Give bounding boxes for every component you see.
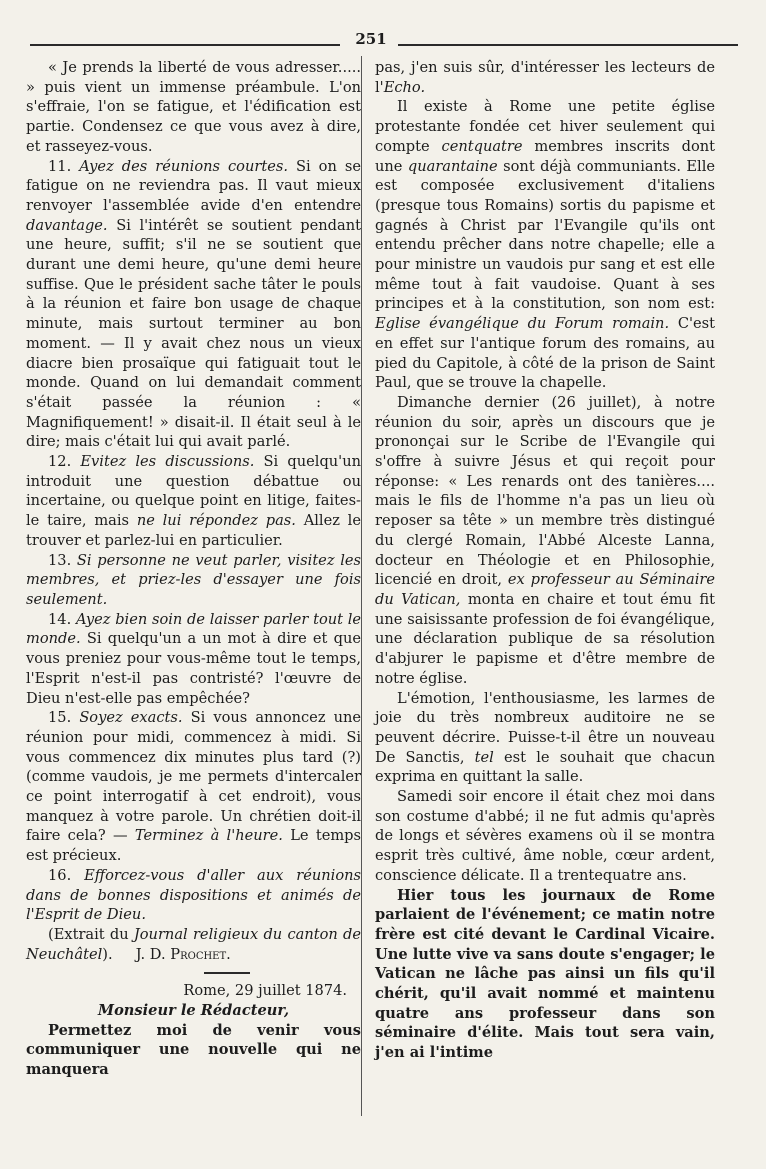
italic-number: centquatre [441,137,523,155]
section-separator [204,972,250,974]
paragraph-text: L'émotion, l'enthousiasme, les larmes de joie du très nombreux auditoire ne se peuvent décrire. Puisse-t-il être un nouveau De Sanctis, [375,689,715,766]
rule-16 [26,866,361,925]
italic-word: tel [474,748,494,766]
column-divider [361,56,362,1116]
rule-italic-phrase: ne lui répondez pas. [136,512,296,530]
rule-text: Si quelqu'un a un mot à dire et que vous preniez pour vous-même tout le temps, l'Esprit n'est-il pas contristé? l'œuvre de Dieu n'est-elle pas empêchée? [26,630,362,707]
letter-paragraph-2 [375,97,715,393]
header-rule-right [398,44,738,46]
rule-12 [26,452,361,551]
paragraph-text: Dimanche dernier (26 juillet), à notre réunion du soir, après un discours que je prononçai sur le Scribe de l'Evangile qui s'offre à suivre Jésus et qui reçoit pour réponse: « Les renards ont des tanières.... mais le fils de l'homme n'a pas un lieu où reposer sa tête » un membre très distingué du clergé Romain, l'Abbé Alceste Lanna, docteur en Théologie et en Philosophie, licencié en droit, [375,393,715,589]
letter-paragraph-6: Hier tous les journaux de Rome parlaient de l'événement; ce matin notre frère est cité devant le Cardinal Vicaire. Une lutte vive va sans doute s'engager; le Vatican ne lâche pas ainsi un fils qu'il chérit, qu'il avait nommé et maintenu quatre ans professeur dans son séminaire d'élite. Mais tout sera vain, j'en ai l'intime [375,886,715,1062]
rule-number: 12. [48,453,72,471]
letter-opening: Permettez moi de venir vous communiquer une nouvelle qui ne manquera [26,1021,361,1079]
church-name: Eglise évangélique du Forum romain. [375,315,670,333]
rule-11 [26,157,361,453]
paragraph-intro [26,58,361,157]
source-citation [26,925,361,964]
rule-number: 13. [48,551,72,569]
italic-title: ex professeur au Séminaire du Vatican, [375,571,715,608]
source-prefix: (Extrait du [48,925,129,943]
author-name: Prochet. [170,945,231,963]
paragraph-text: est le souhait que chacun exprima en quittant la salle. [375,748,716,786]
rule-number: 15. [48,709,72,727]
letter-paragraph-3 [375,393,715,689]
source-suffix: ). [102,945,113,963]
rule-heading: Ayez bien soin de laisser parler tout le monde. [26,610,362,648]
rule-text: Si vous annoncez une réunion pour midi, commencez à midi. Si vous commencez dix minutes plus tard (?) (comme vaudois, je me permets d'intercaler ce point interrogatif à cet endroit), vous manquez à votre parole. Un chrétien doit-il faire cela? — [26,709,362,845]
paragraph-text: monta en chaire et tout ému fit une saisissante profession de foi évangélique, une déclaration publique de sa résolution d'abjurer le papisme et d'être membre de notre église. [375,590,716,687]
rule-number: 16. [48,866,72,884]
rule-heading: Si personne ne veut parler, visitez les membres, et priez-les d'essayer une fois seulement. [26,551,361,608]
paragraph-text: membres inscrits dont une [375,137,716,175]
source-journal: Journal religieux du canton de Neuchâtel [26,925,362,963]
page-number: 251 [355,30,387,48]
rule-14 [26,610,361,709]
header-rule-left [30,44,340,46]
right-column [375,58,715,1063]
journal-name: Echo. [383,78,426,96]
rule-text: Si quelqu'un introduit une question débattue ou incertaine, ou quelque point en litige, faites-le taire, mais [26,453,361,530]
rule-italic-phrase: Terminez à l'heure. [134,827,283,845]
left-column [26,58,361,1080]
rule-15 [26,708,361,866]
paragraph-text: C'est en effet sur l'antique forum des romains, au pied du Capitole, à côté de la prison de Saint Paul, que se trouve la chapelle. [375,315,716,392]
rule-heading: Ayez des réunions courtes. [79,157,288,175]
paragraph-text: Il existe à Rome une petite église protestante fondée cet hiver seulement qui compte [375,98,715,155]
rule-heading: Soyez exacts. [79,709,183,727]
intro-text: « Je prends la liberté de vous adresser..... » puis vient un immense préambule. L'on s'effraie, l'on se fatigue, et l'édification est partie. Condensez ce que vous avez à dire, et rasseyez-vous. [26,59,361,155]
salutation-text: Monsieur le Rédacteur, [97,1002,290,1020]
rule-number: 14. [48,610,72,628]
author-initials: J. D. [135,945,166,963]
letter-paragraph-4 [375,689,715,788]
rule-heading: Evitez les discussions. [80,453,255,471]
letter-salutation [26,1001,361,1021]
rule-heading: Efforcez-vous d'aller aux réunions dans de bonnes dispositions et animés de l'Esprit de Dieu. [26,866,362,924]
letter-paragraph-1 [375,58,715,97]
rule-number: 11. [48,157,72,175]
paragraph-text: pas, j'en suis sûr, d'intéresser les lecteurs de l' [375,59,715,96]
rule-italic-word: davantage. [26,216,108,234]
rule-text: Si on se fatigue on ne reviendra pas. Il vaut mieux renvoyer l'assemblée avide d'en entendre [26,157,361,214]
rule-text-end: Le temps est précieux. [26,827,362,865]
letter-dateline: Rome, 29 juillet 1874. [183,982,347,1000]
rule-text-continued: Si l'intérêt se soutient pendant une heure, suffit; s'il ne se soutient que durant une demi heure, qu'une demi heure suffise. Que le président sache tâter le pouls à la réunion et faire bon usage de chaque minute, mais surtout terminer au bon moment. — Il y avait chez nous un vieux diacre bien prosaïque qui fatiguait tout le monde. Quand on lui demandait comment s'était passée la réunion : « Magnifiquement! » disait-il. Il était seul à le dire; mais c'était lui qui avait parlé. [26,216,361,451]
rule-text-end: Allez le trouver et parlez-lui en particulier. [26,512,361,549]
italic-number: quarantaine [407,157,498,175]
paragraph-text: sont déjà communiants. Elle est composée exclusivement d'italiens (presque tous Romains) sortis du papisme et gagnés à Christ par l'Evangile qu'ils ont entendu prêcher dans notre chapelle; elle a pour ministre un vaudois pur sang et est elle même tout à fait vaudoise. Quant à ses principes et à la constitution, son nom est: [375,157,716,313]
letter-paragraph-5: Samedi soir encore il était chez moi dans son costume d'abbé; il ne fut admis qu'après de longs et sévères examens où il se montra esprit très cultivé, âme noble, cœur ardent, conscience délicate. Il a trentequatre ans. [375,788,715,884]
rule-13 [26,551,361,610]
